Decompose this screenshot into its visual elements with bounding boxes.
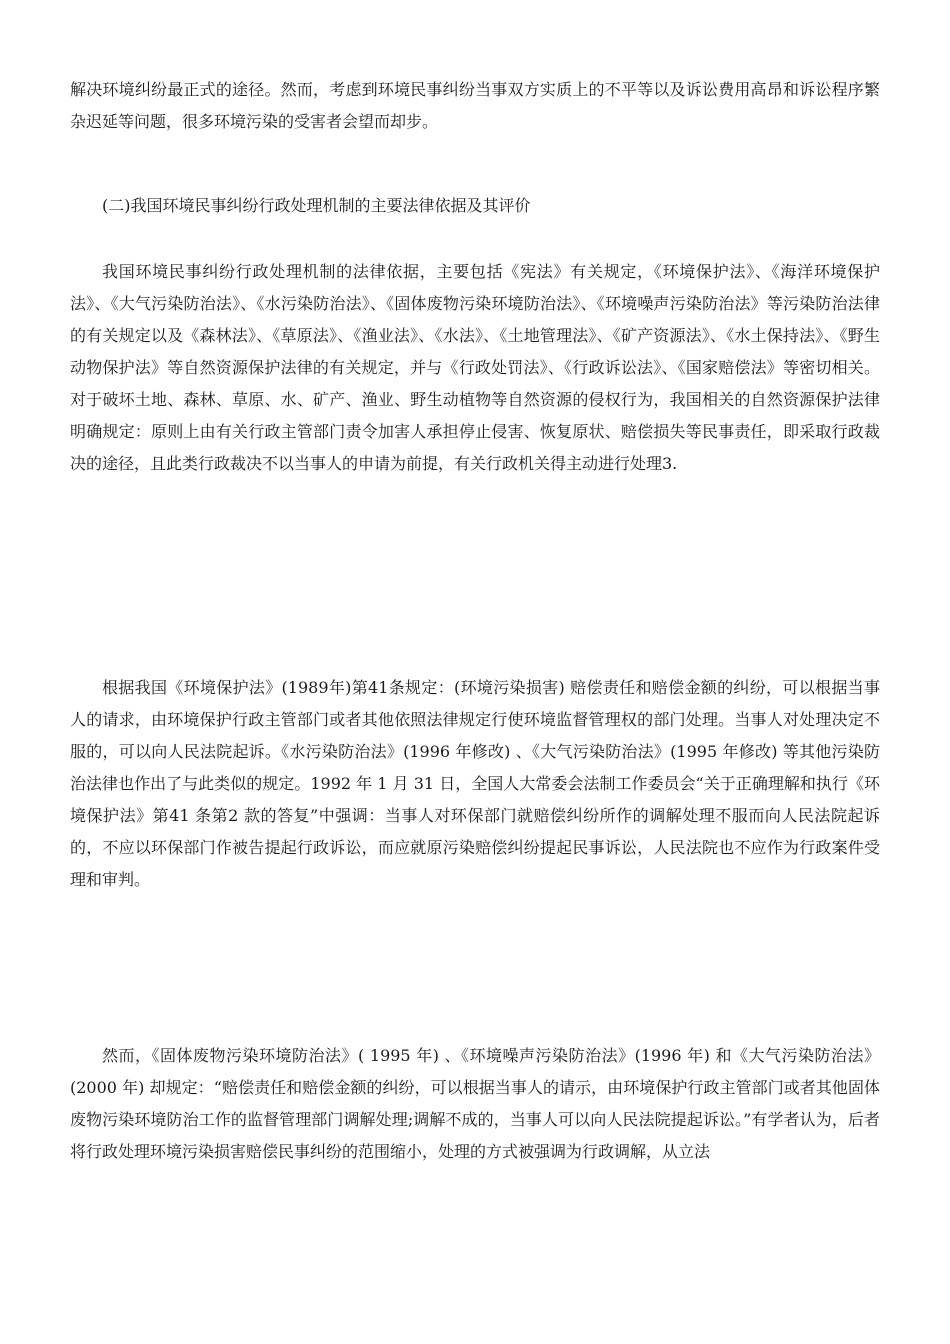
section-heading (70, 190, 880, 222)
paragraph-continuation (70, 74, 880, 138)
paragraph-legal-basis (70, 256, 880, 480)
paragraph-however (70, 1040, 880, 1168)
paragraph-text: 我国环境民事纠纷行政处理机制的法律依据，主要包括《宪法》有关规定，《环境保护法》、《海洋环境保护法》、《大气污染防治法》、《水污染防治法》、《固体废物污染环境防治法》、《环境噪声污染防治法》等污染防治法律的有关规定以及《森林法》、《草原法》、《渔业法》、《水法》、《土地管理法》、《矿产资源法》、《水土保持法》、《野生动物保护法》等自然资源保护法律的有关规定，并与《行政处罚法》、《行政诉讼法》、《国家赔偿法》等密切相关。对于破坏土地、森林、草原、水、矿产、渔业、野生动植物等自然资源的侵权行为，我国相关的自然资源保护法律明确规定：原则上由有关行政主管部门责令加害人承担停止侵害、恢复原状、赔偿损失等民事责任，即采取行政裁决的途径，且此类行政裁决不以当事人的申请为前提，有关行政机关得主动进行处理3. (70, 262, 880, 473)
heading-text: (二)我国环境民事纠纷行政处理机制的主要法律依据及其评价 (102, 196, 531, 215)
paragraph-article-41 (70, 672, 880, 896)
paragraph-text: 解决环境纠纷最正式的途径。然而，考虑到环境民事纠纷当事双方实质上的不平等以及诉讼费用高昂和诉讼程序繁杂迟延等问题，很多环境污染的受害者会望而却步。 (70, 80, 880, 131)
paragraph-text: 然而，《固体废物污染环境防治法》( 1995 年) 、《环境噪声污染防治法》(1996 年) 和《大气污染防治法》(2000 年) 却规定：“赔偿责任和赔偿金额的纠纷，可以根据当事人的请示，由环境保护行政主管部门或者其他固体废物污染环境防治工作的监督管理部门调解处理;调解不成的，当事人可以向人民法院提起诉讼。”有学者认为，后者将行政处理环境污染损害赔偿民事纠纷的范围缩小，处理的方式被强调为行政调解，从立法 (70, 1046, 880, 1161)
paragraph-text: 根据我国《环境保护法》(1989年)第41条规定：(环境污染损害) 赔偿责任和赔偿金额的纠纷，可以根据当事人的请求，由环境保护行政主管部门或者其他依照法律规定行使环境监督管理权的部门处理。当事人对处理决定不服的，可以向人民法院起诉。《水污染防治法》(1996 年修改) 、《大气污染防治法》(1995 年修改) 等其他污染防治法律也作出了与此类似的规定。1992 年 1 月 31 日，全国人大常委会法制工作委员会“关于正确理解和执行《环境保护法》第41 条第2 款的答复”中强调：当事人对环保部门就赔偿纠纷所作的调解处理不服而向人民法院起诉的，不应以环保部门作被告提起行政诉讼，而应就原污染赔偿纠纷提起民事诉讼，人民法院也不应作为行政案件受理和审判。 (70, 678, 880, 889)
